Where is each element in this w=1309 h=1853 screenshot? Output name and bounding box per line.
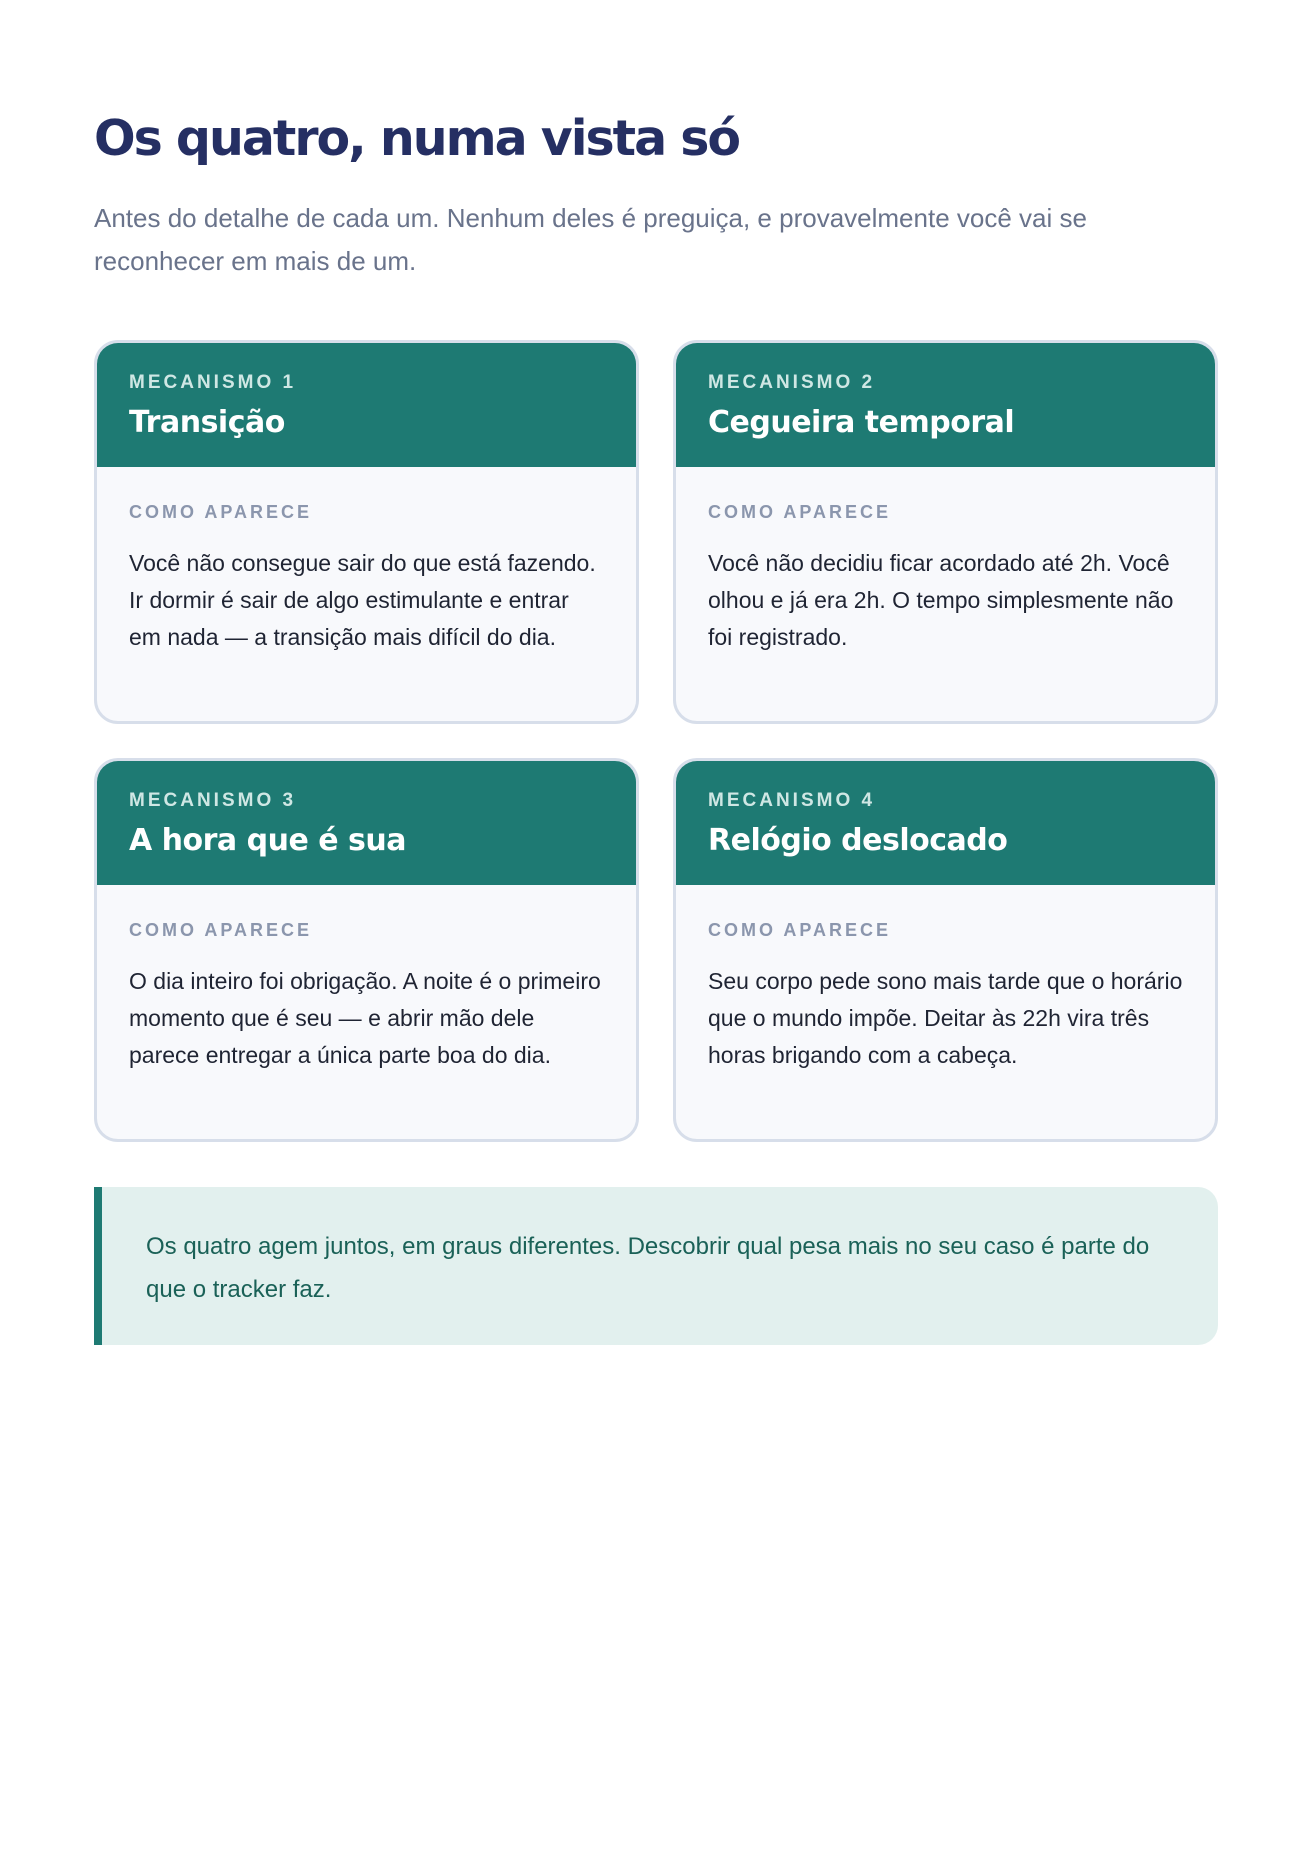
card-label: COMO APARECE: [708, 919, 892, 940]
card-body: [97, 885, 636, 1074]
card-title: Cegueira temporal: [708, 404, 1015, 440]
card-text: Você não decidiu ficar acordado até 2h. Você olhou e já era 2h. O tempo simplesmente não foi registrado.: [708, 549, 1174, 650]
mechanism-card-3: [94, 758, 639, 1142]
page-content: [94, 110, 1218, 1345]
card-text: Seu corpo pede sono mais tarde que o horário que o mundo impõe. Deitar às 22h vira três horas brigando com a cabeça.: [708, 967, 1183, 1068]
card-eyebrow: MECANISMO 3: [129, 789, 297, 811]
card-body: [676, 467, 1215, 656]
card-body: [97, 467, 636, 656]
page-title: Os quatro, numa vista só: [94, 110, 740, 167]
card-text: O dia inteiro foi obrigação. A noite é o primeiro momento que é seu — e abrir mão dele parece entregar a única parte boa do dia.: [129, 967, 601, 1068]
card-text: Você não consegue sair do que está fazendo. Ir dormir é sair de algo estimulante e entrar em nada — a transição mais difícil do dia.: [129, 549, 596, 650]
card-body: [676, 885, 1215, 1074]
card-eyebrow: MECANISMO 4: [708, 789, 876, 811]
card-header: [676, 761, 1215, 885]
page-subtitle: Antes do detalhe de cada um. Nenhum deles é preguiça, e provavelmente você vai se reconhecer em mais de um.: [94, 202, 1087, 276]
mechanism-card-1: [94, 340, 639, 724]
callout-text: Os quatro agem juntos, em graus diferentes. Descobrir qual pesa mais no seu caso é parte do que o tracker faz.: [146, 1232, 1150, 1303]
card-eyebrow: MECANISMO 2: [708, 371, 876, 393]
card-label: COMO APARECE: [129, 919, 313, 940]
card-title: Transição: [129, 404, 285, 440]
card-header: [676, 343, 1215, 467]
card-title: A hora que é sua: [129, 822, 406, 858]
card-title: Relógio deslocado: [708, 822, 1008, 858]
summary-callout: [94, 1187, 1218, 1345]
card-header: [97, 343, 636, 467]
card-eyebrow: MECANISMO 1: [129, 371, 297, 393]
card-label: COMO APARECE: [129, 501, 313, 522]
card-label: COMO APARECE: [708, 501, 892, 522]
mechanism-card-4: [673, 758, 1218, 1142]
mechanism-card-2: [673, 340, 1218, 724]
mechanisms-grid: [94, 340, 1218, 1142]
card-header: [97, 761, 636, 885]
